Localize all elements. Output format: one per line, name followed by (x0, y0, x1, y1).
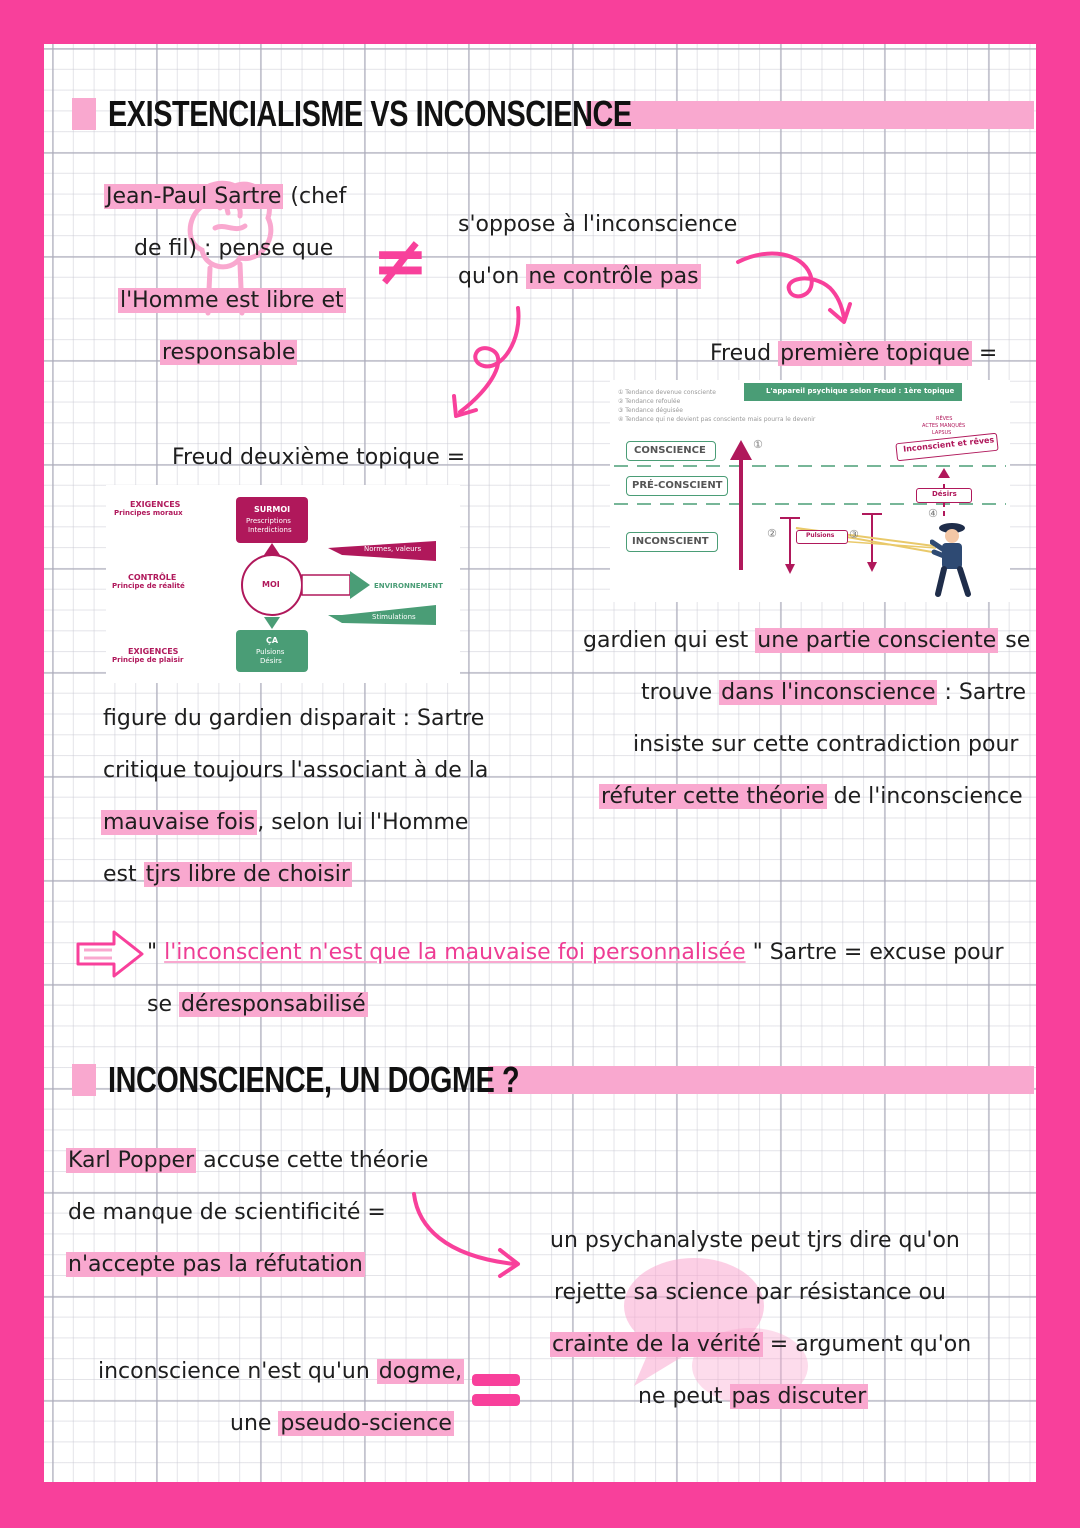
argument-quon: = argument qu'on (762, 1332, 972, 1357)
section-band-right (586, 101, 1034, 129)
sartre-colon: : Sartre (937, 680, 1027, 705)
quote-line-2 (147, 990, 368, 1020)
right-arrow-icon (74, 928, 146, 980)
fig2-principe-realite: Principe de réalité (112, 582, 185, 590)
fig2-moi: MOI (262, 580, 280, 589)
fig2-exigences-1: EXIGENCES (130, 500, 181, 509)
sartre-name: Jean-Paul Sartre (106, 184, 282, 209)
freud-label: Freud (710, 341, 779, 366)
fig1-number-1: ① (753, 438, 763, 451)
est-text: est (103, 862, 144, 887)
deresponsabilise: déresponsabilisé (181, 992, 366, 1017)
quote-text: l'inconscient n'est que la mauvaise foi personnalisée (164, 940, 746, 965)
inconscience-dogme: inconscience n'est qu'un (98, 1359, 377, 1384)
fig1-legend-3: ③ Tendance déguisée (618, 407, 683, 414)
dogme-word: dogme, (378, 1359, 463, 1384)
figure-premiere-topique (610, 380, 1010, 602)
trouve-text: trouve (641, 680, 720, 705)
premiere-topique-label: première topique (780, 341, 970, 366)
popper-line-2: de manque de scientificité = (68, 1200, 386, 1225)
fig1-reves-note-2: ACTES MANQUÉS (922, 423, 966, 429)
crainte-verite: crainte de la vérité (552, 1332, 761, 1357)
oppose-line-1: s'oppose à l'inconscience (458, 212, 738, 237)
fig1-number-2: ② (767, 527, 777, 540)
section-title-existentialism: EXISTENCIALISME VS INCONSCIENCE (108, 93, 632, 134)
curly-arrow-right-icon (730, 240, 860, 330)
left-text-line-1: figure du gardien disparait : Sartre (103, 706, 485, 731)
quote-line-1 (147, 938, 1004, 968)
not-equal-symbol: ≠ (372, 222, 429, 301)
curly-arrow-down-icon (440, 300, 530, 425)
fig1-reves: Inconscient et rêves (902, 435, 995, 454)
fig2-prescriptions: Prescriptions (246, 517, 291, 525)
fig2-surmoi: SURMOI (254, 505, 291, 514)
partie-consciente: une partie consciente (757, 628, 997, 653)
freud-equals: = (971, 341, 998, 366)
section-band-left (72, 98, 96, 130)
une-text: une (230, 1411, 279, 1436)
fig2-desirs: Désirs (260, 657, 282, 665)
sartre-line-2: de fil) : pense que (134, 236, 334, 261)
psy-line-4 (638, 1382, 868, 1412)
freud-deuxieme-topique: Freud deuxième topique = (172, 445, 466, 470)
guard-figure-icon (930, 520, 974, 598)
fig2-controle: CONTRÔLE (128, 573, 177, 582)
left-text-line-4 (103, 860, 352, 890)
refuter-theorie: réfuter cette théorie (601, 784, 825, 809)
quote-open: " (147, 940, 165, 965)
popper-line-3 (66, 1250, 365, 1280)
fig1-reves-note-1: RÊVES (936, 416, 953, 422)
quote-se: se (147, 992, 179, 1017)
ne-peut: ne peut (638, 1384, 730, 1409)
fig2-exigences-2: EXIGENCES (128, 647, 179, 656)
fig2-principe-plaisir: Principe de plaisir (112, 656, 184, 664)
oppose-line-2 (458, 262, 701, 292)
curved-arrow-icon (404, 1186, 528, 1282)
fig1-number-4: ④ (928, 507, 938, 520)
fig1-conscience: CONSCIENCE (634, 445, 706, 456)
section-title-dogme: INCONSCIENCE, UN DOGME ? (108, 1059, 520, 1100)
section2-band-right (488, 1066, 1034, 1094)
psy-line-1: un psychanalyste peut tjrs dire qu'on (550, 1228, 960, 1253)
fig2-pulsions: Pulsions (256, 648, 285, 656)
fig1-preconscient: PRÉ-CONSCIENT (632, 480, 723, 491)
fig1-number-3: ③ (849, 528, 859, 541)
fig1-legend-1: ① Tendance devenue consciente (618, 389, 716, 396)
pas-discuter: pas discuter (731, 1384, 867, 1409)
de-inconscience: de l'inconscience (826, 784, 1023, 809)
psy-line-2: rejette sa science par résistance ou (554, 1280, 946, 1305)
fig1-inconscient: INCONSCIENT (632, 536, 709, 547)
left-text-line-2: critique toujours l'associant à de la (103, 758, 489, 783)
fig1-legend-2: ② Tendance refoulée (618, 398, 681, 405)
sartre-line-1 (104, 182, 346, 212)
right-text-line-4 (599, 782, 1023, 812)
psy-line-3 (550, 1330, 971, 1360)
gardien-se: se (998, 628, 1031, 653)
pseudo-science-line (230, 1409, 454, 1439)
equal-bar-top (472, 1374, 520, 1386)
selon-lui: , selon lui l'Homme (257, 810, 469, 835)
fig1-reves-note-3: LAPSUS (932, 430, 952, 436)
sartre-responsable: responsable (162, 340, 296, 365)
fig2-normes-valeurs: Normes, valeurs (364, 545, 422, 553)
right-text-line-3: insiste sur cette contradiction pour (633, 732, 1019, 757)
equal-bar-bottom (472, 1394, 520, 1406)
freud-premiere-topique (710, 339, 997, 369)
sartre-line-3 (118, 286, 346, 316)
refutation: n'accepte pas la réfutation (68, 1252, 363, 1277)
gardien-text: gardien qui est (583, 628, 756, 653)
popper-accuse: accuse cette théorie (196, 1148, 429, 1173)
sartre-libre: l'Homme est libre et (120, 288, 344, 313)
fig2-environnement: ENVIRONNEMENT (374, 582, 443, 590)
fig2-stimulations: Stimulations (372, 613, 416, 621)
pseudo-science: pseudo-science (280, 1411, 452, 1436)
sartre-line-4 (160, 338, 297, 368)
popper-line-1 (66, 1146, 428, 1176)
equal-symbol (472, 1370, 520, 1410)
dans-inconscience: dans l'inconscience (721, 680, 936, 705)
fig1-legend-4: ④ Tendance qui ne devient pas consciente mais pourra le devenir (618, 416, 816, 423)
oppose-quon: qu'on (458, 264, 527, 289)
right-text-line-1 (583, 626, 1030, 656)
left-text-line-3 (101, 808, 468, 838)
fig1-header-text: L'appareil psychique selon Freud : 1ère topique (766, 387, 955, 395)
oppose-ne-controle: ne contrôle pas (528, 264, 699, 289)
mauvaise-fois: mauvaise fois (103, 810, 256, 835)
fig2-ca: ÇA (266, 636, 279, 645)
fig2-principes-moraux: Principes moraux (114, 509, 183, 517)
sartre-chef: (chef (283, 184, 347, 209)
figure-deuxieme-topique (106, 485, 460, 683)
dogme-line (98, 1357, 464, 1387)
fig1-desirs: Désirs (932, 490, 957, 498)
tjrs-libre: tjrs libre de choisir (145, 862, 350, 887)
popper-name: Karl Popper (68, 1148, 195, 1173)
fig2-interdictions: Interdictions (248, 526, 292, 534)
fig1-pulsions: Pulsions (806, 532, 835, 539)
right-text-line-2 (641, 678, 1026, 708)
quote-close: " Sartre = excuse pour (745, 940, 1004, 965)
section2-band-left (72, 1064, 96, 1096)
